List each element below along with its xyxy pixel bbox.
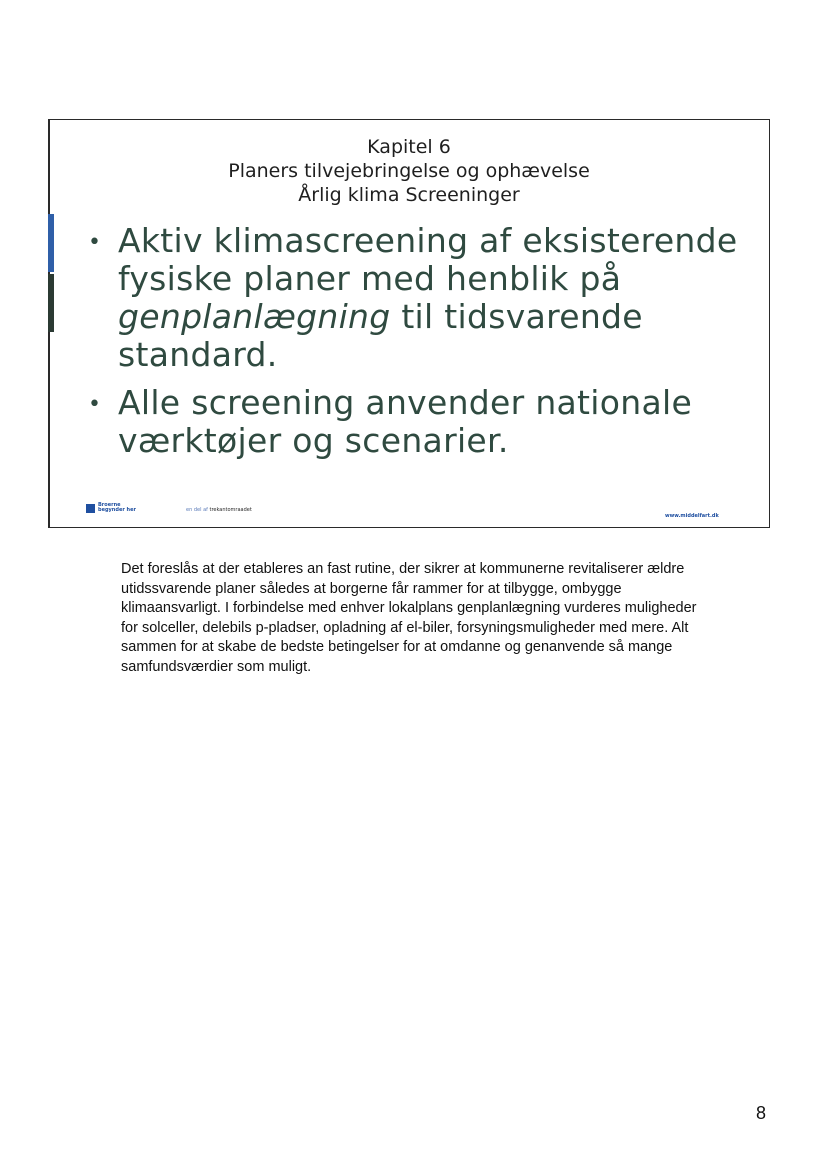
footer-tagline-prefix: en del af — [186, 507, 208, 513]
footer-tagline — [186, 507, 252, 513]
bullet-1-emphasis: genplanlægning — [118, 297, 391, 336]
notes-paragraph: Det foreslås at der etableres an fast rutine, der sikrer at kommunerne revitaliserer ældre utidssvarende planer således at borgerne får rammer for at tilbygge, ombygge klimaansvarligt. I forbindelse med enhver lokalplans genplanlægning vurderes muligheder for solceller, delebils p-pladser, opladning af el-biler, forsyningsmuligheder med mere. Alt sammen for at skabe de bedste betingelser for at omdanne og genanvende så mange samfundsværdier som muligt. — [121, 561, 697, 675]
slide-bullet-2: Alle screening anvender nationale værktøjer og scenarier. — [118, 383, 693, 460]
logo-line-2: begynder her — [98, 507, 136, 513]
slide-heading-line-3: Årlig klima Screeninger — [298, 184, 520, 206]
bridge-logo-icon — [86, 504, 95, 513]
slide-accent-bar-blue — [48, 214, 54, 272]
footer-url: www.middelfart.dk — [665, 513, 719, 519]
footer-tagline-main: trekantomraadet — [209, 507, 252, 513]
bullet-dot-icon: • — [88, 392, 101, 417]
logo-line-1: Broerne — [98, 502, 121, 508]
bullet-1-text: Aktiv klimascreening af eksisterende fysiske planer med henblik på — [118, 221, 738, 298]
slide-heading-line-2: Planers tilvejebringelse og ophævelse — [228, 160, 590, 182]
bullet-dot-icon: • — [88, 230, 101, 255]
footer-logo — [86, 503, 136, 513]
slide-bullet-1 — [118, 222, 758, 374]
slide-heading-line-1: Kapitel 6 — [367, 136, 451, 158]
slide-accent-bar-dark — [48, 274, 54, 332]
page-number: 8 — [756, 1103, 767, 1123]
bullet-1-text-end: til tidsvarende standard. — [118, 297, 643, 374]
